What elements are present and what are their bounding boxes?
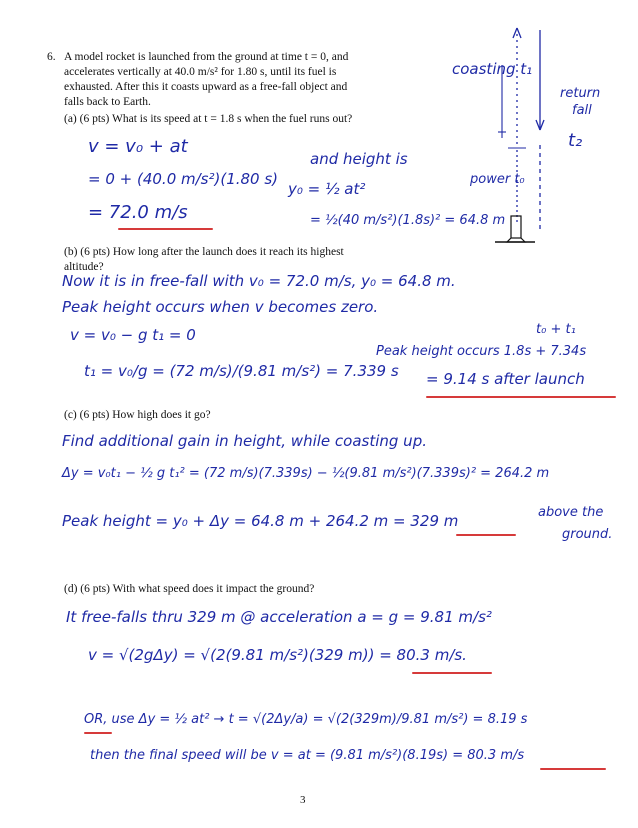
part-d-answer-underline-1 [412, 672, 492, 674]
part-d-line-2: v = √(2gΔy) = √(2(9.81 m/s²)(329 m)) = 80.3 m/s. [88, 646, 467, 664]
part-b-line-3: v = v₀ − g t₁ = 0 [70, 326, 196, 344]
part-c-line-2: Δy = v₀t₁ − ½ g t₁² = (72 m/s)(7.339s) − ½(9.81 m/s²)(7.339s)² = 264.2 m [62, 466, 550, 481]
part-b-question-line: altitude? [64, 261, 104, 273]
part-a-line-3: = 72.0 m/s [88, 202, 188, 223]
part-b-question [64, 245, 344, 275]
part-d-line-3: OR, use Δy = ½ at² → t = √(2Δy/a) = √(2(329m)/9.81 m/s²) = 8.19 s [84, 712, 528, 727]
part-b-peak-result: = 9.14 s after launch [426, 370, 585, 388]
diagram-t2-label: t₂ [568, 130, 583, 151]
statement-line: exhausted. After this it coasts upward as a free-fall object and [64, 81, 348, 93]
part-a-height-note-3: = ½(40 m/s²)(1.8s)² = 64.8 m [310, 213, 506, 228]
part-a-line-1: v = v₀ + at [88, 136, 188, 157]
part-c-question: (c) (6 pts) How high does it go? [64, 409, 211, 421]
part-c-line-1: Find additional gain in height, while coasting up. [62, 432, 427, 450]
part-b-answer-underline [426, 396, 616, 398]
diagram-coasting-label: coasting t₁ [452, 60, 533, 78]
part-d-or-underline [84, 732, 112, 734]
part-b-line-4: t₁ = v₀/g = (72 m/s)/(9.81 m/s²) = 7.339 s [84, 362, 399, 380]
page-number: 3 [300, 794, 306, 806]
part-d-line-4: then the final speed will be v = at = (9.81 m/s²)(8.19s) = 80.3 m/s [90, 748, 525, 763]
part-d-line-1: It free-falls thru 329 m @ acceleration a = g = 9.81 m/s² [66, 608, 492, 626]
diagram-fall-label: fall [572, 103, 592, 118]
part-b-line-1: Now it is in free-fall with v₀ = 72.0 m/s, y₀ = 64.8 m. [62, 272, 456, 290]
part-c-answer-underline [456, 534, 516, 536]
part-a-question: (a) (6 pts) What is its speed at t = 1.8 s when the fuel runs out? [64, 113, 353, 125]
part-c-note-2: ground. [562, 527, 613, 542]
statement-line: accelerates vertically at 40.0 m/s² for 1.80 s, until its fuel is [64, 66, 337, 78]
problem-number: 6. [47, 51, 56, 63]
diagram-power-label: power t₀ [470, 172, 525, 187]
part-b-question-line: (b) (6 pts) How long after the launch does it reach its highest [64, 246, 344, 258]
part-c-line-3: Peak height = y₀ + Δy = 64.8 m + 264.2 m = 329 m [62, 512, 459, 530]
part-d-answer-underline-2 [540, 768, 606, 770]
statement-line: falls back to Earth. [64, 96, 151, 108]
part-a-height-note-1: and height is [310, 150, 408, 168]
part-a-line-2: = 0 + (40.0 m/s²)(1.80 s) [88, 170, 279, 188]
part-c-note-1: above the [538, 505, 604, 520]
part-b-peak-line: Peak height occurs 1.8s + 7.34s [376, 344, 587, 359]
diagram-return-label: return [560, 86, 601, 101]
part-b-line-2: Peak height occurs when v becomes zero. [62, 298, 379, 316]
part-a-height-note-2: y₀ = ½ at² [288, 180, 366, 198]
statement-line: A model rocket is launched from the ground at time t = 0, and [64, 51, 349, 63]
part-a-answer-underline [118, 228, 213, 230]
part-b-peak-top: t₀ + t₁ [536, 322, 576, 337]
part-d-question: (d) (6 pts) With what speed does it impact the ground? [64, 583, 315, 595]
problem-statement [64, 50, 394, 110]
